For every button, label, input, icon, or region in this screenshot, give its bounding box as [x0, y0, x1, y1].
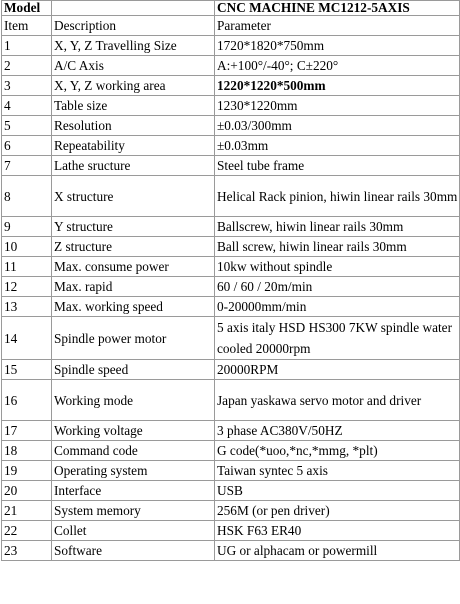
- table-row: [2, 441, 460, 461]
- description-cell: Max. consume power: [52, 257, 215, 277]
- item-number: 22: [2, 521, 52, 541]
- table-row: [2, 277, 460, 297]
- parameter-cell: 3 phase AC380V/50HZ: [215, 421, 460, 441]
- model-spacer: [52, 1, 215, 16]
- item-number: 13: [2, 297, 52, 317]
- table-row: [2, 156, 460, 176]
- description-cell: Spindle power motor: [52, 317, 215, 360]
- item-number: 12: [2, 277, 52, 297]
- item-number: 20: [2, 481, 52, 501]
- description-cell: Z structure: [52, 237, 215, 257]
- description-cell: Table size: [52, 96, 215, 116]
- description-cell: Collet: [52, 521, 215, 541]
- description-cell: Working mode: [52, 380, 215, 421]
- parameter-cell: ±0.03/300mm: [215, 116, 460, 136]
- parameter-cell: 1230*1220mm: [215, 96, 460, 116]
- table-row: [2, 96, 460, 116]
- item-number: 17: [2, 421, 52, 441]
- item-number: 5: [2, 116, 52, 136]
- parameter-cell: Steel tube frame: [215, 156, 460, 176]
- description-cell: Command code: [52, 441, 215, 461]
- description-cell: Resolution: [52, 116, 215, 136]
- item-number: 1: [2, 36, 52, 56]
- table-row: [2, 237, 460, 257]
- item-number: 14: [2, 317, 52, 360]
- spec-table: [1, 0, 460, 561]
- description-cell: Repeatability: [52, 136, 215, 156]
- description-cell: X structure: [52, 176, 215, 217]
- item-number: 18: [2, 441, 52, 461]
- parameter-cell: UG or alphacam or powermill: [215, 541, 460, 561]
- parameter-cell: 5 axis italy HSD HS300 7KW spindle water cooled 20000rpm: [215, 317, 460, 360]
- parameter-cell: Ballscrew, hiwin linear rails 30mm: [215, 217, 460, 237]
- item-number: 16: [2, 380, 52, 421]
- item-number: 6: [2, 136, 52, 156]
- table-row: [2, 297, 460, 317]
- table-row: [2, 481, 460, 501]
- description-cell: Interface: [52, 481, 215, 501]
- item-number: 15: [2, 360, 52, 380]
- item-number: 4: [2, 96, 52, 116]
- parameter-cell: Japan yaskawa servo motor and driver: [215, 380, 460, 421]
- description-cell: Spindle speed: [52, 360, 215, 380]
- parameter-cell: A:+100°/-40°; C±220°: [215, 56, 460, 76]
- parameter-cell: 20000RPM: [215, 360, 460, 380]
- table-row: [2, 217, 460, 237]
- table-row: [2, 136, 460, 156]
- description-cell: Max. working speed: [52, 297, 215, 317]
- parameter-cell: 0-20000mm/min: [215, 297, 460, 317]
- description-cell: Software: [52, 541, 215, 561]
- parameter-cell: Taiwan syntec 5 axis: [215, 461, 460, 481]
- table-row: [2, 56, 460, 76]
- item-number: 21: [2, 501, 52, 521]
- item-number: 7: [2, 156, 52, 176]
- parameter-cell: 256M (or pen driver): [215, 501, 460, 521]
- table-row: [2, 176, 460, 217]
- table-row: [2, 36, 460, 56]
- parameter-cell: 10kw without spindle: [215, 257, 460, 277]
- parameter-cell: 1720*1820*750mm: [215, 36, 460, 56]
- parameter-header: Parameter: [215, 16, 460, 36]
- table-row: [2, 116, 460, 136]
- item-number: 2: [2, 56, 52, 76]
- table-row: [2, 360, 460, 380]
- description-cell: Lathe sructure: [52, 156, 215, 176]
- model-name: CNC MACHINE MC1212-5AXIS: [215, 1, 460, 16]
- model-row: [2, 1, 460, 16]
- column-header-row: [2, 16, 460, 36]
- parameter-cell: 1220*1220*500mm: [215, 76, 460, 96]
- item-number: 10: [2, 237, 52, 257]
- item-header: Item: [2, 16, 52, 36]
- table-row: [2, 541, 460, 561]
- parameter-cell: ±0.03mm: [215, 136, 460, 156]
- parameter-cell: G code(*uoo,*nc,*mmg, *plt): [215, 441, 460, 461]
- model-label: Model: [2, 1, 52, 16]
- description-cell: X, Y, Z working area: [52, 76, 215, 96]
- description-cell: Working voltage: [52, 421, 215, 441]
- description-cell: X, Y, Z Travelling Size: [52, 36, 215, 56]
- table-row: [2, 317, 460, 360]
- description-cell: Y structure: [52, 217, 215, 237]
- description-cell: A/C Axis: [52, 56, 215, 76]
- parameter-cell: 60 / 60 / 20m/min: [215, 277, 460, 297]
- parameter-cell: Helical Rack pinion, hiwin linear rails 30mm: [215, 176, 460, 217]
- description-header: Description: [52, 16, 215, 36]
- parameter-cell: USB: [215, 481, 460, 501]
- parameter-cell: HSK F63 ER40: [215, 521, 460, 541]
- table-row: [2, 501, 460, 521]
- description-cell: System memory: [52, 501, 215, 521]
- table-row: [2, 461, 460, 481]
- table-row: [2, 421, 460, 441]
- item-number: 11: [2, 257, 52, 277]
- table-row: [2, 257, 460, 277]
- parameter-cell: Ball screw, hiwin linear rails 30mm: [215, 237, 460, 257]
- item-number: 9: [2, 217, 52, 237]
- item-number: 8: [2, 176, 52, 217]
- item-number: 23: [2, 541, 52, 561]
- item-number: 19: [2, 461, 52, 481]
- table-row: [2, 521, 460, 541]
- item-number: 3: [2, 76, 52, 96]
- table-row: [2, 380, 460, 421]
- description-cell: Operating system: [52, 461, 215, 481]
- table-row: [2, 76, 460, 96]
- spec-sheet: [1, 0, 459, 604]
- description-cell: Max. rapid: [52, 277, 215, 297]
